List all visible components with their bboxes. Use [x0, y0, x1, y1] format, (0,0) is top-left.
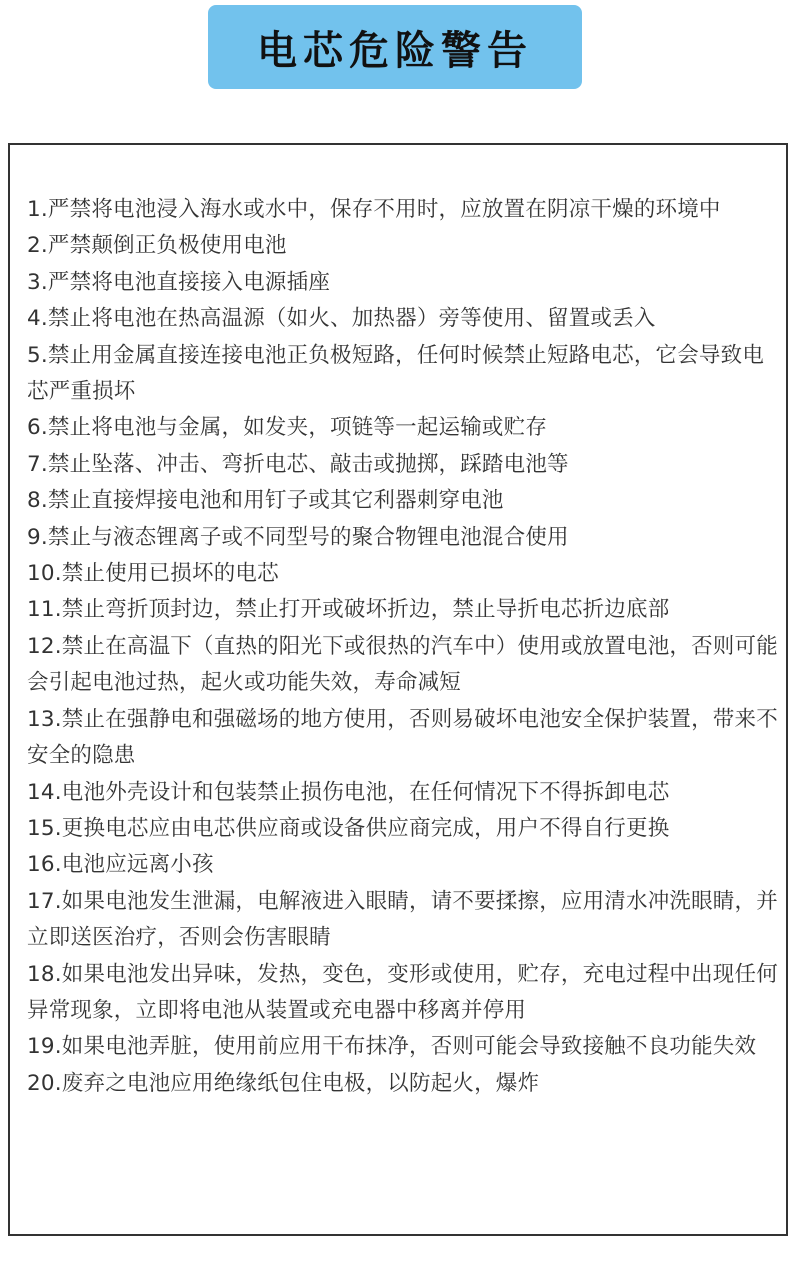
rule-item: 18.如果电池发出异味，发热，变色，变形或使用，贮存，充电过程中出现任何异常现象，立即将电池从装置或充电器中移离并停用 [27, 961, 778, 1023]
rule-item: 15.更换电芯应由电芯供应商或设备供应商完成，用户不得自行更换 [27, 815, 670, 841]
rule-item: 8.禁止直接焊接电池和用钉子或其它利器刺穿电池 [27, 488, 504, 514]
rule-item: 11.禁止弯折顶封边，禁止打开或破坏折边，禁止导折电芯折边底部 [27, 597, 670, 623]
rule-item: 19.如果电池弄脏，使用前应用干布抹净，否则可能会导致接触不良功能失效 [27, 1034, 757, 1060]
page-title: 电芯危险警告 [257, 27, 533, 74]
rule-item: 13.禁止在强静电和强磁场的地方使用，否则易破坏电池安全保护装置，带来不安全的隐患 [27, 706, 778, 769]
warning-box [8, 143, 788, 1236]
rule-item: 12.禁止在高温下（直热的阳光下或很热的汽车中）使用或放置电池，否则可能会引起电池过热，起火或功能失效，寿命减短 [27, 633, 778, 696]
title-banner [208, 5, 582, 89]
rule-list [27, 192, 782, 1102]
rule-item: 10.禁止使用已损坏的电芯 [27, 561, 279, 587]
rule-item: 9.禁止与液态锂离子或不同型号的聚合物锂电池混合使用 [27, 524, 569, 550]
rule-item: 3.严禁将电池直接接入电源插座 [27, 269, 331, 295]
rule-item: 16.电池应远离小孩 [27, 852, 214, 878]
rule-item: 1.严禁将电池浸入海水或水中，保存不用时，应放置在阴凉干燥的环境中 [27, 197, 721, 222]
rule-item: 20.废弃之电池应用绝缘纸包住电极，以防起火，爆炸 [27, 1070, 540, 1096]
rule-item: 5.禁止用金属直接连接电池正负极短路，任何时候禁止短路电芯，它会导致电芯严重损坏 [27, 342, 765, 405]
rule-item: 7.禁止坠落、冲击、弯折电芯、敲击或抛掷，踩踏电池等 [27, 451, 569, 477]
rule-item: 4.禁止将电池在热高温源（如火、加热器）旁等使用、留置或丢入 [27, 306, 656, 332]
rule-item: 17.如果电池发生泄漏，电解液进入眼睛，请不要揉擦，应用清水冲洗眼睛，并立即送医治疗，否则会伤害眼睛 [27, 888, 778, 951]
rule-item: 2.严禁颠倒正负极使用电池 [27, 233, 287, 259]
rule-item: 6.禁止将电池与金属，如发夹，项链等一起运输或贮存 [27, 415, 548, 441]
rule-item: 14.电池外壳设计和包装禁止损伤电池，在任何情况下不得拆卸电芯 [27, 779, 670, 805]
